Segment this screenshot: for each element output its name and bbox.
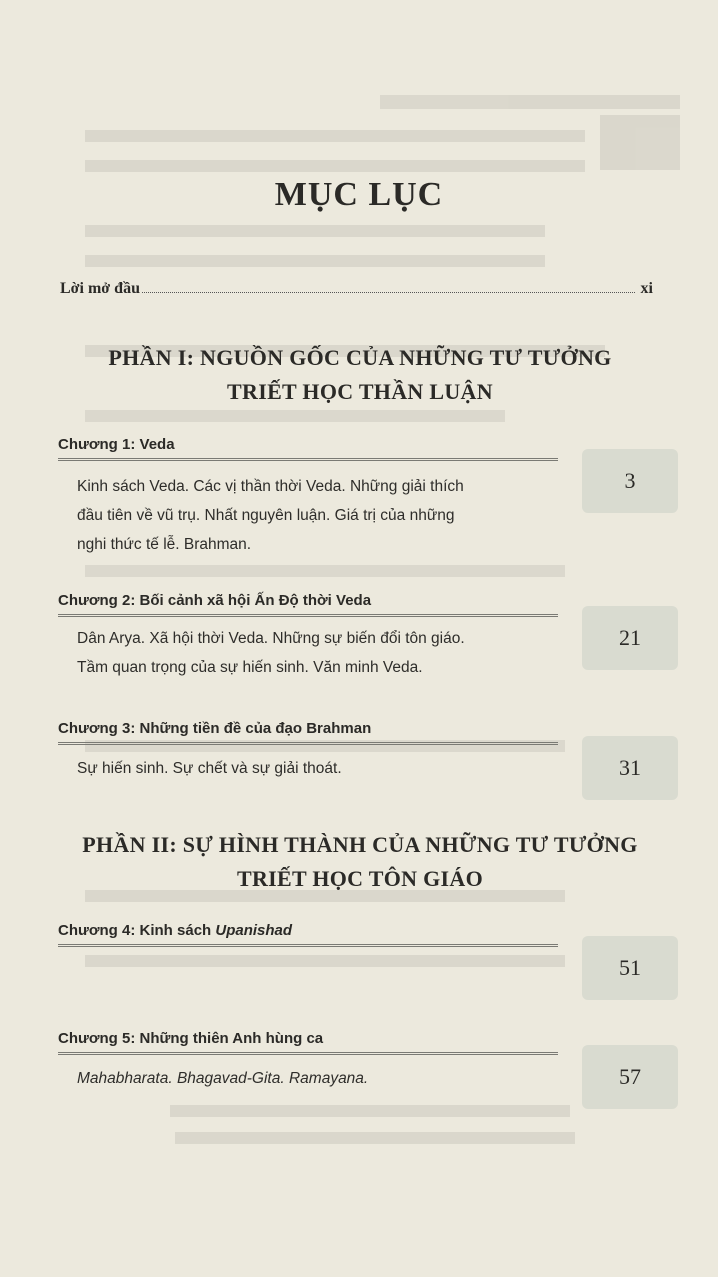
part-heading-1 xyxy=(40,341,680,409)
page-number-box-2[interactable]: 21 xyxy=(582,606,678,670)
intro-page-number: xi xyxy=(640,280,653,297)
description-line: nghi thức tế lễ. Brahman. xyxy=(77,536,252,553)
toc-entry-intro[interactable] xyxy=(60,280,653,298)
chapter-description-2 xyxy=(77,624,547,682)
chapter-description-5 xyxy=(77,1064,547,1093)
dot-leader xyxy=(142,292,635,293)
part-heading-line: PHẦN I: NGUỒN GỐC CỦA NHỮNG TƯ TƯỞNG xyxy=(108,345,612,370)
chapter-heading-2[interactable]: Chương 2: Bối cảnh xã hội Ấn Độ thời Veda xyxy=(58,592,558,617)
chapter-heading-3[interactable]: Chương 3: Những tiền đề của đạo Brahman xyxy=(58,720,558,745)
chapter-heading-5[interactable]: Chương 5: Những thiên Anh hùng ca xyxy=(58,1030,558,1055)
page-number-box-1[interactable]: 3 xyxy=(582,449,678,513)
chapter-heading-4[interactable] xyxy=(58,922,558,947)
page-title: MỤC LỤC xyxy=(274,176,444,213)
intro-label: Lời mở đầu xyxy=(60,280,140,297)
page-number-box-4[interactable]: 51 xyxy=(582,936,678,1000)
part-heading-line: PHẦN II: SỰ HÌNH THÀNH CỦA NHỮNG TƯ TƯỞNG xyxy=(82,832,638,857)
description-line: đầu tiên về vũ trụ. Nhất nguyên luận. Giá trị của những xyxy=(77,507,455,524)
description-line: Tầm quan trọng của sự hiến sinh. Văn minh Veda. xyxy=(77,659,423,676)
page-number-box-3[interactable]: 31 xyxy=(582,736,678,800)
chapter-heading-text: Chương 4: Kinh sách xyxy=(58,922,216,939)
description-line: Mahabharata. Bhagavad-Gita. Ramayana. xyxy=(77,1070,369,1087)
part-heading-line: TRIẾT HỌC TÔN GIÁO xyxy=(236,866,484,891)
description-line: Sự hiến sinh. Sự chết và sự giải thoát. xyxy=(77,760,342,777)
chapter-heading-title-italic: Upanishad xyxy=(215,922,293,939)
part-heading-2 xyxy=(40,828,680,896)
description-line: Kinh sách Veda. Các vị thần thời Veda. Những giải thích xyxy=(77,478,464,495)
chapter-description-1 xyxy=(77,472,547,559)
part-heading-line: TRIẾT HỌC THẦN LUẬN xyxy=(227,379,493,404)
chapter-heading-1[interactable]: Chương 1: Veda xyxy=(58,436,558,461)
page-number-box-5[interactable]: 57 xyxy=(582,1045,678,1109)
description-line: Dân Arya. Xã hội thời Veda. Những sự biến đổi tôn giáo. xyxy=(77,630,465,647)
chapter-description-3 xyxy=(77,754,547,783)
